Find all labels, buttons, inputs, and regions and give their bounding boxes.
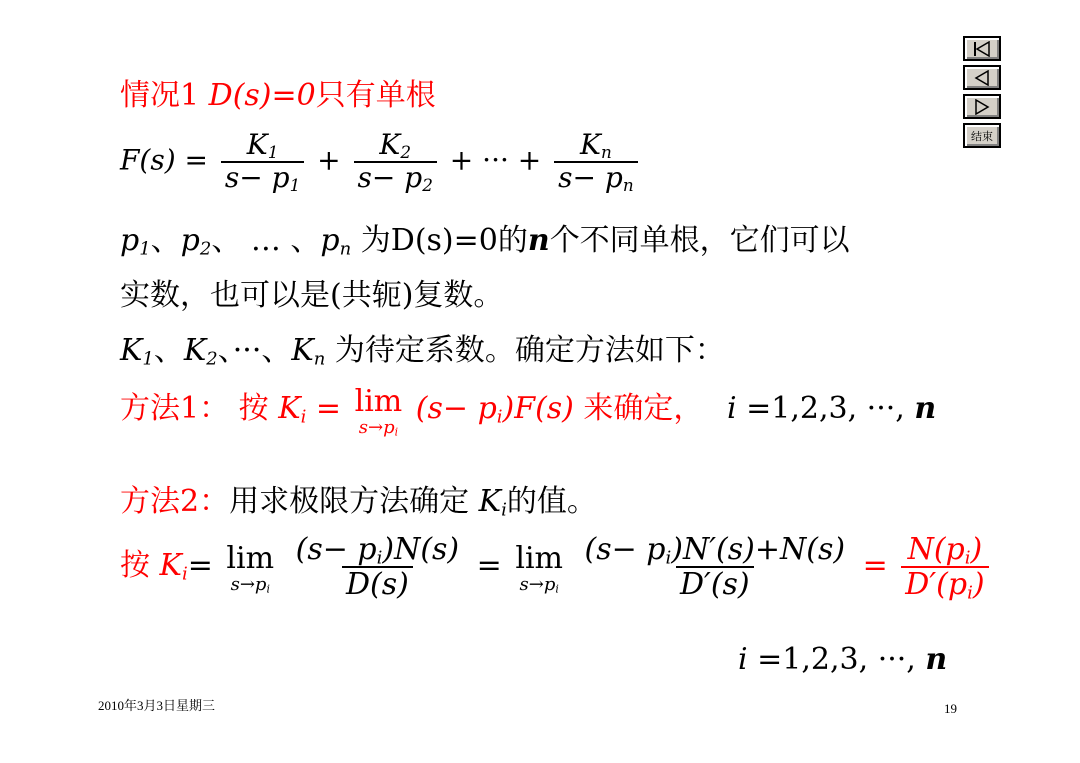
roots-paragraph: $p_1$、$p_2$、 … 、$p_n$ 为D(s)=0的n个不同单根，它们可以 <box>120 223 850 260</box>
method2-tail: 的值。 <box>506 484 597 519</box>
lim: lim <box>354 383 403 419</box>
method1-press: 按 <box>238 391 269 426</box>
ellipsis: ··· <box>482 143 509 177</box>
method2-label: 方法2： <box>120 484 230 519</box>
method1-tail: 来确定， <box>583 391 704 426</box>
plus-sign: + <box>317 143 341 177</box>
index-range: i =1,2,3, ···, n <box>738 642 948 677</box>
roots-n: n <box>527 223 550 258</box>
next-page-icon <box>971 99 993 115</box>
first-page-button[interactable] <box>963 36 1001 61</box>
case-equation: D(s)=0 <box>208 78 316 113</box>
method2-text: 用求极限方法确定 <box>229 484 470 519</box>
next-page-button[interactable] <box>963 94 1001 119</box>
coeffs-text: 为待定系数。确定方法如下： <box>334 333 725 368</box>
method1-label: 方法1： <box>120 391 230 426</box>
coeffs-paragraph: $K_1$、$K_2$、···、$K_n$ 为待定系数。确定方法如下： <box>120 333 725 370</box>
case-label: 情况1 <box>120 78 200 113</box>
page-number: 19 <box>944 701 957 716</box>
roots-text2: 个不同单根，它们可以 <box>549 223 850 258</box>
case-title <box>120 70 436 114</box>
roots-text1: 为D(s)=0的 <box>360 223 528 258</box>
roots-paragraph-cont: 实数，也可以是(共轭)复数。 <box>120 278 504 313</box>
method1-line: 方法1： 按 $K_i$ = lim $s\to p_i$ $(s- p_i)F(s)$ 来确定， i =1,2,3, ···, n <box>120 383 937 439</box>
plus-sign: + <box>449 143 474 177</box>
method2-formula: 按 $K_i=$ lim $s\to p_i$ $\frac{(s- p_i)N(s)}{D(s)}$ = lim $s\to p_i$ $\frac{(s- p_i)N'(s)+N(s)}{D'(s)}$ = $\frac{N(p_i)}{D'(p_i)}$ <box>120 533 993 601</box>
end-show-button[interactable] <box>963 123 1001 148</box>
case-suffix: 只有单根 <box>315 78 436 113</box>
plus-sign: + <box>517 143 542 177</box>
lim: lim <box>515 540 563 576</box>
footer-date: 2010年3月3日星期三 <box>98 698 216 713</box>
expansion-formula: F(s) = $\frac{K_1}{s- p_1}$ + $\frac{K_2}{s- p_2}$ + ··· + $\frac{K_n}{s- p_n}$ <box>120 130 642 194</box>
first-page-icon <box>971 41 993 57</box>
method2-line: 方法2：用求极限方法确定 $K_i$的值。 <box>120 484 597 521</box>
prev-page-icon <box>971 70 993 86</box>
expansion-lhs: F(s) = <box>120 143 209 177</box>
lim: lim <box>226 540 275 576</box>
method2-press: 按 <box>120 548 150 583</box>
prev-page-button[interactable] <box>963 65 1001 90</box>
end-label: 结束 <box>971 129 993 143</box>
slide-navigation <box>963 36 1003 152</box>
